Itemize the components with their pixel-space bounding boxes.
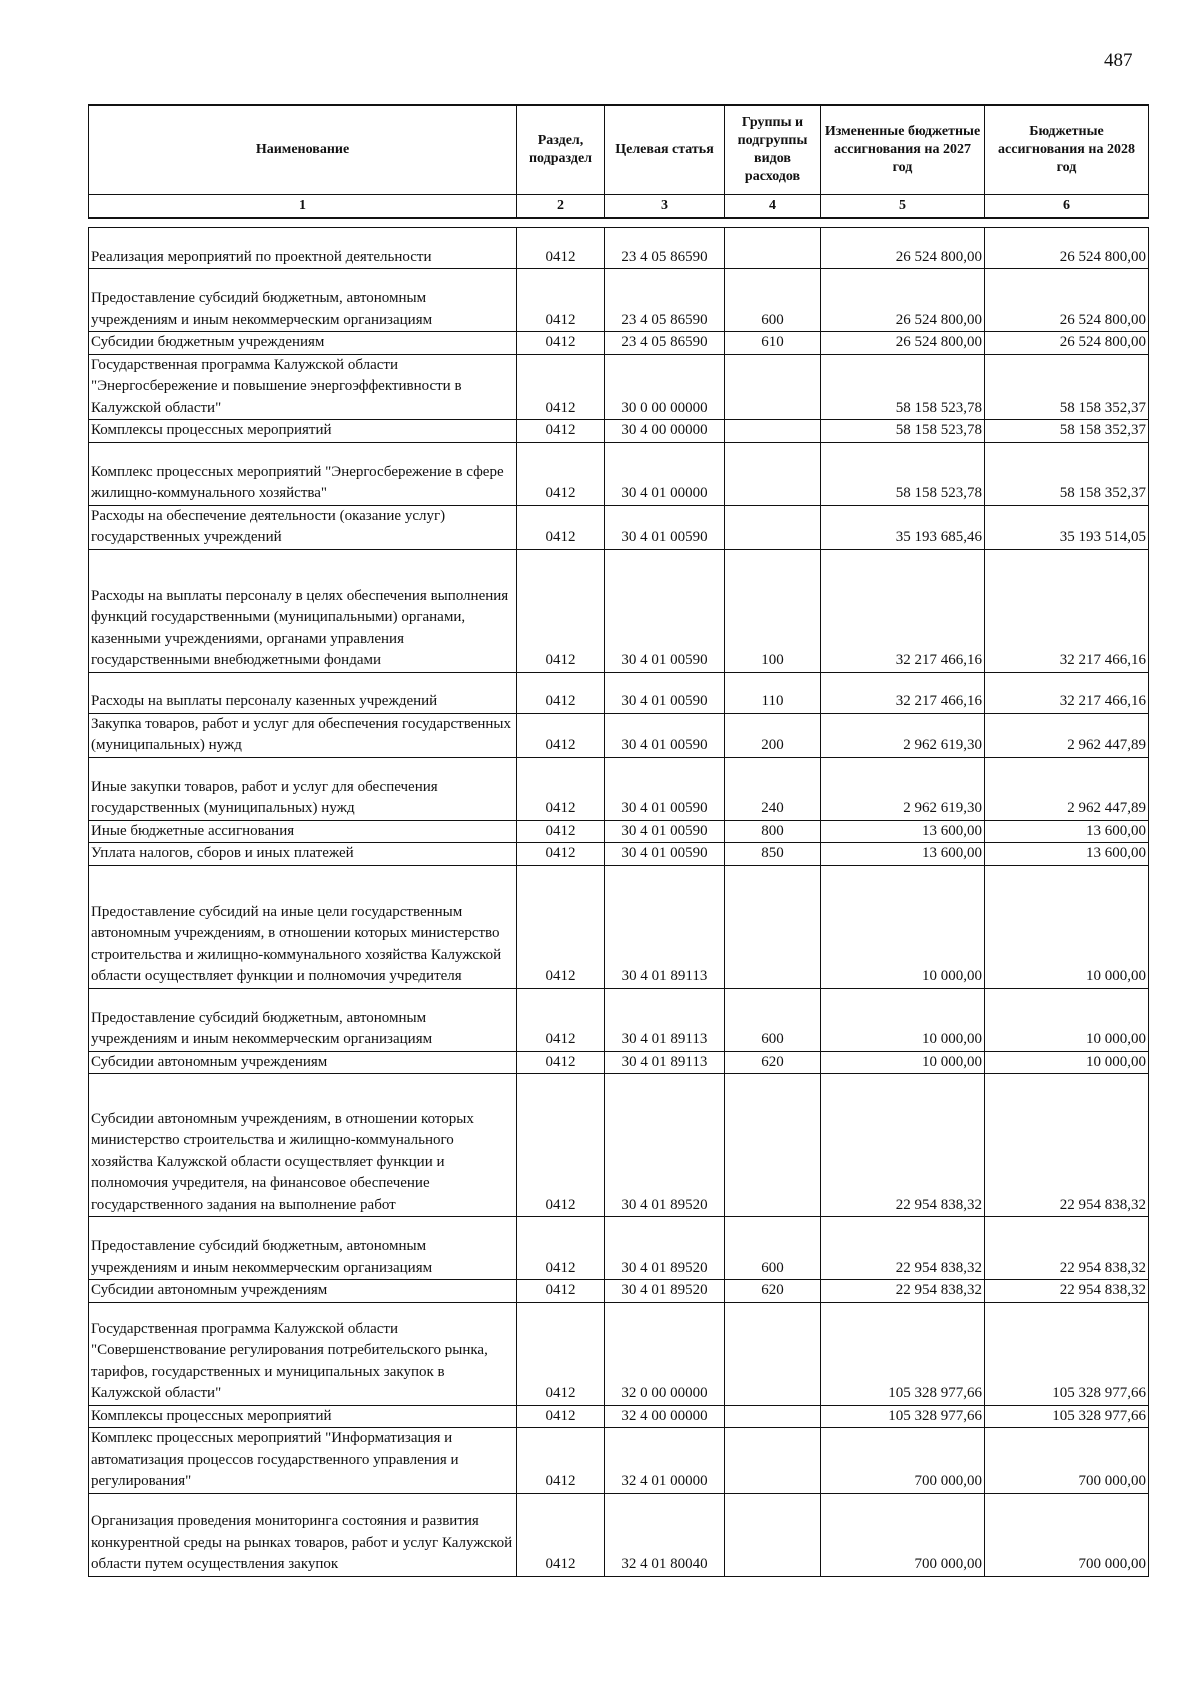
row-2028: 22 954 838,32 (985, 1280, 1149, 1303)
row-name: Комплекс процессных мероприятий "Энергосбережение в сфере жилищно-коммунального хозяйства" (89, 442, 517, 505)
row-2028: 10 000,00 (985, 1051, 1149, 1074)
header-name: Наименование (89, 105, 517, 195)
table-row (89, 672, 1149, 713)
row-group: 110 (725, 672, 821, 713)
row-name: Субсидии автономным учреждениям, в отношении которых министерство строительства и жилищно-коммунального хозяйства Калужской области осуществляет функции и полномочия учредителя, на финансовое обеспечение государственного задания на выполнение работ (89, 1074, 517, 1217)
row-section: 0412 (517, 442, 605, 505)
row-group (725, 420, 821, 443)
row-name: Государственная программа Калужской области "Совершенствование регулирования потребительского рынка, тарифов, государственных и муниципальных закупок в Калужской области" (89, 1302, 517, 1405)
column-number: 2 (517, 195, 605, 219)
table-row (89, 332, 1149, 355)
row-group: 610 (725, 332, 821, 355)
row-2027: 22 954 838,32 (821, 1217, 985, 1280)
row-2027: 13 600,00 (821, 820, 985, 843)
row-section: 0412 (517, 1280, 605, 1303)
row-group: 240 (725, 757, 821, 820)
row-name: Комплексы процессных мероприятий (89, 1405, 517, 1428)
row-2028: 13 600,00 (985, 843, 1149, 866)
column-number: 6 (985, 195, 1149, 219)
row-2028: 32 217 466,16 (985, 549, 1149, 672)
row-article: 32 0 00 00000 (605, 1302, 725, 1405)
row-2028: 26 524 800,00 (985, 228, 1149, 269)
row-2027: 58 158 523,78 (821, 354, 985, 420)
column-number: 4 (725, 195, 821, 219)
row-group (725, 354, 821, 420)
row-name: Предоставление субсидий на иные цели государственным автономным учреждениям, в отношении которых министерство строительства и жилищно-коммунального хозяйства Калужской области осуществляет функции и полномочия учредителя (89, 865, 517, 988)
row-article: 32 4 01 00000 (605, 1428, 725, 1494)
row-section: 0412 (517, 820, 605, 843)
table-row (89, 1405, 1149, 1428)
table-row (89, 228, 1149, 269)
row-section: 0412 (517, 1405, 605, 1428)
row-name: Комплекс процессных мероприятий "Информатизация и автоматизация процессов государственного управления и регулирования" (89, 1428, 517, 1494)
row-2027: 700 000,00 (821, 1493, 985, 1576)
row-2027: 10 000,00 (821, 988, 985, 1051)
row-section: 0412 (517, 1074, 605, 1217)
row-2027: 2 962 619,30 (821, 713, 985, 757)
row-section: 0412 (517, 988, 605, 1051)
row-2028: 10 000,00 (985, 865, 1149, 988)
row-group: 100 (725, 549, 821, 672)
column-number: 5 (821, 195, 985, 219)
row-group (725, 505, 821, 549)
row-article: 30 4 01 00590 (605, 843, 725, 866)
row-2028: 2 962 447,89 (985, 713, 1149, 757)
header-2027: Измененные бюджетные ассигнования на 2027 год (821, 105, 985, 195)
row-group (725, 1074, 821, 1217)
row-article: 30 4 01 00590 (605, 505, 725, 549)
row-2027: 22 954 838,32 (821, 1074, 985, 1217)
row-name: Уплата налогов, сборов и иных платежей (89, 843, 517, 866)
row-section: 0412 (517, 713, 605, 757)
row-2028: 105 328 977,66 (985, 1405, 1149, 1428)
row-name: Иные закупки товаров, работ и услуг для обеспечения государственных (муниципальных) нужд (89, 757, 517, 820)
row-2028: 13 600,00 (985, 820, 1149, 843)
table-row (89, 442, 1149, 505)
table-row (89, 1280, 1149, 1303)
row-2027: 58 158 523,78 (821, 420, 985, 443)
row-name: Расходы на выплаты персоналу в целях обеспечения выполнения функций государственными (муниципальными) органами, казенными учреждениями, органами управления государственными внебюджетными фондами (89, 549, 517, 672)
header-group: Группы и подгруппы видов расходов (725, 105, 821, 195)
row-section: 0412 (517, 1302, 605, 1405)
table-row (89, 1302, 1149, 1405)
row-section: 0412 (517, 843, 605, 866)
column-number: 1 (89, 195, 517, 219)
row-article: 30 4 01 00590 (605, 549, 725, 672)
row-section: 0412 (517, 1217, 605, 1280)
row-article: 23 4 05 86590 (605, 228, 725, 269)
row-2028: 700 000,00 (985, 1428, 1149, 1494)
table-row (89, 269, 1149, 332)
table-header-row (89, 105, 1149, 195)
row-group (725, 228, 821, 269)
table-row (89, 1428, 1149, 1494)
table-row (89, 988, 1149, 1051)
row-2027: 22 954 838,32 (821, 1280, 985, 1303)
row-group: 850 (725, 843, 821, 866)
header-article: Целевая статья (605, 105, 725, 195)
row-group (725, 865, 821, 988)
table-row (89, 865, 1149, 988)
row-section: 0412 (517, 757, 605, 820)
row-group (725, 1405, 821, 1428)
row-article: 32 4 01 80040 (605, 1493, 725, 1576)
row-section: 0412 (517, 332, 605, 355)
row-article: 23 4 05 86590 (605, 269, 725, 332)
row-article: 30 4 01 89520 (605, 1280, 725, 1303)
header-2028: Бюджетные ассигнования на 2028 год (985, 105, 1149, 195)
table-row (89, 354, 1149, 420)
table-body (89, 218, 1149, 1576)
row-group: 800 (725, 820, 821, 843)
row-2027: 35 193 685,46 (821, 505, 985, 549)
table-row (89, 1217, 1149, 1280)
row-group (725, 1302, 821, 1405)
table-row (89, 549, 1149, 672)
row-article: 30 4 01 00590 (605, 820, 725, 843)
table-row (89, 843, 1149, 866)
row-article: 23 4 05 86590 (605, 332, 725, 355)
spacer-row (89, 218, 1149, 228)
row-2028: 58 158 352,37 (985, 354, 1149, 420)
budget-table (88, 104, 1149, 1577)
row-section: 0412 (517, 865, 605, 988)
row-article: 32 4 00 00000 (605, 1405, 725, 1428)
row-group (725, 1428, 821, 1494)
row-group: 620 (725, 1051, 821, 1074)
row-group: 200 (725, 713, 821, 757)
row-article: 30 4 01 89520 (605, 1074, 725, 1217)
row-2027: 32 217 466,16 (821, 549, 985, 672)
row-article: 30 4 01 00000 (605, 442, 725, 505)
table-row (89, 713, 1149, 757)
row-2028: 22 954 838,32 (985, 1217, 1149, 1280)
row-section: 0412 (517, 354, 605, 420)
row-section: 0412 (517, 672, 605, 713)
row-article: 30 4 01 89520 (605, 1217, 725, 1280)
row-2027: 32 217 466,16 (821, 672, 985, 713)
row-article: 30 4 01 00590 (605, 757, 725, 820)
row-section: 0412 (517, 505, 605, 549)
row-name: Организация проведения мониторинга состояния и развития конкурентной среды на рынках товаров, работ и услуг Калужской области путем осуществления закупок (89, 1493, 517, 1576)
row-article: 30 4 01 89113 (605, 865, 725, 988)
row-2027: 700 000,00 (821, 1428, 985, 1494)
row-article: 30 4 01 89113 (605, 1051, 725, 1074)
row-2028: 10 000,00 (985, 988, 1149, 1051)
row-group (725, 1493, 821, 1576)
row-name: Предоставление субсидий бюджетным, автономным учреждениям и иным некоммерческим организациям (89, 988, 517, 1051)
row-name: Реализация мероприятий по проектной деятельности (89, 228, 517, 269)
row-2028: 58 158 352,37 (985, 420, 1149, 443)
row-group: 620 (725, 1280, 821, 1303)
row-name: Субсидии бюджетным учреждениям (89, 332, 517, 355)
row-2028: 58 158 352,37 (985, 442, 1149, 505)
table-row (89, 820, 1149, 843)
row-2027: 10 000,00 (821, 865, 985, 988)
row-name: Субсидии автономным учреждениям (89, 1051, 517, 1074)
row-2027: 26 524 800,00 (821, 332, 985, 355)
row-name: Комплексы процессных мероприятий (89, 420, 517, 443)
row-2028: 700 000,00 (985, 1493, 1149, 1576)
table-row (89, 1051, 1149, 1074)
row-2027: 26 524 800,00 (821, 228, 985, 269)
table-row (89, 420, 1149, 443)
row-2027: 26 524 800,00 (821, 269, 985, 332)
header-section: Раздел, подраздел (517, 105, 605, 195)
row-group: 600 (725, 269, 821, 332)
row-name: Предоставление субсидий бюджетным, автономным учреждениям и иным некоммерческим организациям (89, 1217, 517, 1280)
row-section: 0412 (517, 269, 605, 332)
row-name: Субсидии автономным учреждениям (89, 1280, 517, 1303)
row-2027: 58 158 523,78 (821, 442, 985, 505)
row-section: 0412 (517, 1493, 605, 1576)
row-2028: 22 954 838,32 (985, 1074, 1149, 1217)
row-name: Закупка товаров, работ и услуг для обеспечения государственных (муниципальных) нужд (89, 713, 517, 757)
row-name: Расходы на выплаты персоналу казенных учреждений (89, 672, 517, 713)
row-2028: 32 217 466,16 (985, 672, 1149, 713)
row-name: Иные бюджетные ассигнования (89, 820, 517, 843)
row-article: 30 4 01 00590 (605, 713, 725, 757)
table-row (89, 1074, 1149, 1217)
row-section: 0412 (517, 549, 605, 672)
row-name: Предоставление субсидий бюджетным, автономным учреждениям и иным некоммерческим организациям (89, 269, 517, 332)
row-section: 0412 (517, 420, 605, 443)
row-article: 30 0 00 00000 (605, 354, 725, 420)
row-article: 30 4 01 89113 (605, 988, 725, 1051)
row-article: 30 4 00 00000 (605, 420, 725, 443)
row-group (725, 442, 821, 505)
row-group: 600 (725, 988, 821, 1051)
table-row (89, 505, 1149, 549)
row-2028: 105 328 977,66 (985, 1302, 1149, 1405)
row-2027: 2 962 619,30 (821, 757, 985, 820)
column-number: 3 (605, 195, 725, 219)
row-name: Государственная программа Калужской области "Энергосбережение и повышение энергоэффективности в Калужской области" (89, 354, 517, 420)
row-2028: 26 524 800,00 (985, 332, 1149, 355)
row-2028: 26 524 800,00 (985, 269, 1149, 332)
page-number: 487 (1104, 50, 1133, 71)
row-section: 0412 (517, 1428, 605, 1494)
row-2027: 13 600,00 (821, 843, 985, 866)
row-2027: 105 328 977,66 (821, 1302, 985, 1405)
table-row (89, 1493, 1149, 1576)
row-group: 600 (725, 1217, 821, 1280)
row-2028: 2 962 447,89 (985, 757, 1149, 820)
row-section: 0412 (517, 228, 605, 269)
column-number-row (89, 195, 1149, 219)
row-article: 30 4 01 00590 (605, 672, 725, 713)
row-name: Расходы на обеспечение деятельности (оказание услуг) государственных учреждений (89, 505, 517, 549)
row-2028: 35 193 514,05 (985, 505, 1149, 549)
row-2027: 105 328 977,66 (821, 1405, 985, 1428)
table-row (89, 757, 1149, 820)
row-2027: 10 000,00 (821, 1051, 985, 1074)
row-section: 0412 (517, 1051, 605, 1074)
